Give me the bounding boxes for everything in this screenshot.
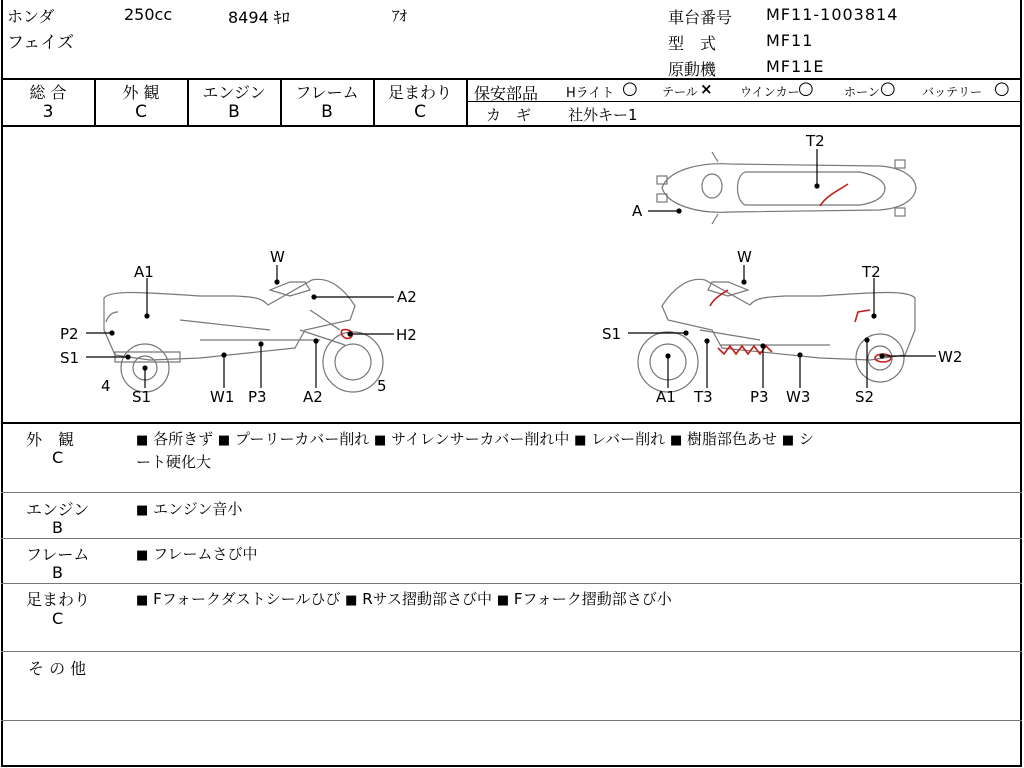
safety-label: 保安部品 [474,84,539,103]
diagram-label: H2 [396,326,417,344]
remark-item: Fフォークダストシールひび [153,590,341,608]
engine-grade: B [228,102,240,122]
winker-status: ○ [798,78,814,99]
engine-model: MF11E [766,57,825,76]
remark-item: フレームさび中 [153,545,258,563]
remark-rule [1,492,1022,493]
scooter-left-view [104,279,383,392]
diagram-label: W [270,248,285,266]
tail-status: × [700,80,713,98]
overall-grade: 3 [42,102,54,122]
remark-label-engine: エンジン [26,500,90,519]
diagram-label: P3 [750,388,769,406]
damage-mark [710,290,728,306]
exterior-grade: C [135,102,147,122]
remark-item: Fフォーク摺動部さび小 [513,590,672,608]
mileage: 8494 ｷﾛ [228,8,290,27]
remark-item: サイレンサーカバー削れ中 [391,430,570,448]
diagram-bottom-rule [1,422,1022,424]
maker: ホンダ [7,7,55,26]
type-label: 型 式 [668,34,717,53]
diagram-label: W1 [210,388,235,406]
diagram-label: W [737,248,752,266]
suspension-grade-label: 足まわり [387,83,452,102]
diagram-label: A1 [656,388,676,406]
remark-label-frame: フレーム [26,545,90,564]
remark-items-engine: ■ エンジン音小 [136,500,243,518]
remark-label-exterior: 外 観 [26,430,75,449]
diagram-label: T2 [806,132,825,150]
remark-rule [1,538,1022,539]
remark-grade-frame: B [52,563,63,582]
diagram-label: P3 [248,388,267,406]
remark-item: プーリーカバー削れ [234,430,370,448]
horn-status: ○ [880,78,896,99]
remark-rule [1,720,1022,721]
remark-label-suspension: 足まわり [26,590,91,609]
key-value: 社外キー1 [568,106,638,124]
diagram-label: A2 [303,388,323,406]
diagram-label: S1 [132,388,152,406]
remark-items-suspension: ■ Fフォークダストシールひび ■ Rサス摺動部さび中 ■ Fフォーク摺動部さび小 [136,590,672,608]
diagram-label: 4 [101,377,111,395]
diagram-label: S1 [602,325,622,343]
frame-no-label: 車台番号 [668,8,733,27]
diagram-label: T3 [694,388,713,406]
frame-no: MF11-1003814 [766,5,899,24]
suspension-grade: C [414,102,426,122]
overall-label: 総 合 [29,83,67,102]
remark-grade-exterior: C [52,448,64,467]
remark-items-frame: ■ フレームさび中 [136,545,258,563]
remark-item: レバー削れ [591,430,666,448]
diagram-label: S2 [855,388,875,406]
headlight-status: ○ [622,78,638,99]
color: ｱｵ [392,7,408,25]
remark-item: エンジン音小 [153,500,243,518]
diagram-label: A1 [134,263,154,281]
engine-grade-label: エンジン [202,83,266,102]
battery-status: ○ [994,78,1010,99]
diagram-label: A [632,202,643,220]
diagram-label: W2 [938,348,963,366]
diagram-label: P2 [60,325,79,343]
engine-label: 原動機 [668,60,717,79]
damage-mark [855,310,870,322]
diagram-label: A2 [397,288,417,306]
grade-divider [466,78,468,126]
diagram-label: 5 [377,377,387,395]
frame-grade-label: フレーム [295,83,359,102]
remark-item: シ [798,430,814,448]
frame-grade: B [321,102,333,122]
scooter-top-view [657,152,916,224]
inspection-diagram [0,127,1022,421]
exterior-label: 外 観 [122,83,160,102]
remark-label-other: そ の 他 [28,659,87,678]
tail-label: テール [662,85,698,99]
displacement: 250cc [124,5,173,24]
horn-label: ホーン [844,85,880,99]
model-name: フェイズ [7,33,74,53]
remark-item: 各所きず [153,430,214,448]
winker-label: ウインカー [740,85,800,99]
key-label: カ ギ [486,106,532,124]
remark-rule [1,583,1022,584]
safety-mid-rule [466,101,1022,102]
battery-label: バッテリー [922,85,983,99]
remark-items-exterior: ■ 各所きず ■ プーリーカバー削れ ■ サイレンサーカバー削れ中 ■ レバー削れ ■ 樹脂部色あせ ■ シ [136,430,814,448]
remark-grade-engine: B [52,518,63,537]
remark-item: Rサス摺動部さび中 [362,590,493,608]
remark-item: 樹脂部色あせ [687,430,778,448]
damage-mark [820,184,848,206]
remark-rule [1,651,1022,652]
remark-grade-suspension: C [52,609,64,628]
diagram-label: T2 [862,263,881,281]
remark-continuation-exterior: ート硬化大 [136,453,212,471]
headlight-label: Hライト [566,86,615,101]
type-value: MF11 [766,31,814,50]
diagram-label: W3 [786,388,811,406]
diagram-label: S1 [60,349,80,367]
